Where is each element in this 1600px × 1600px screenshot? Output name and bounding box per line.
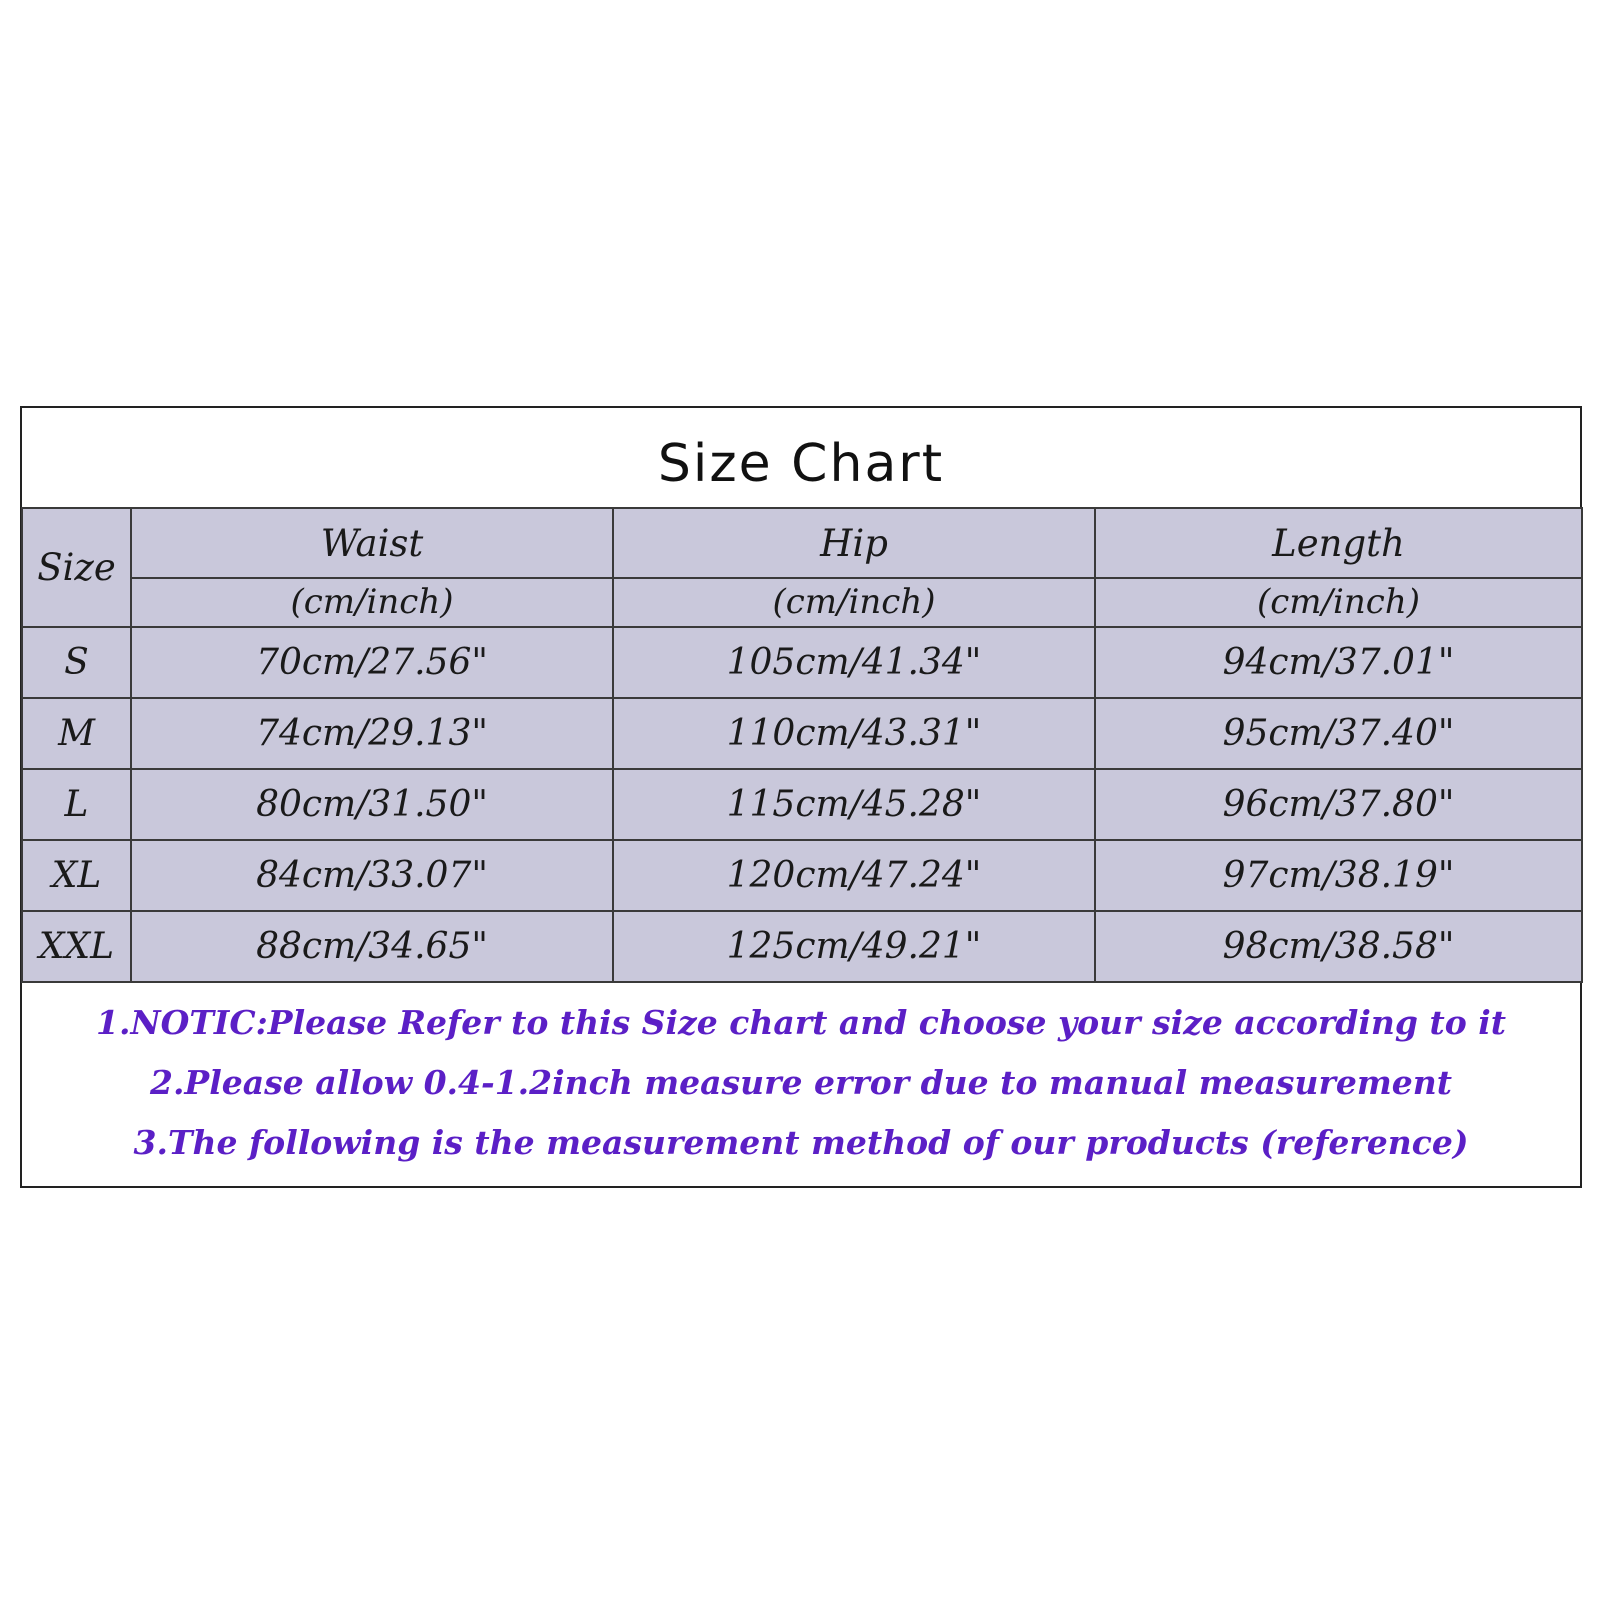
header-length: Length (1095, 508, 1582, 578)
waist-cell: 80cm/31.50" (131, 769, 613, 840)
hip-cell: 125cm/49.21" (613, 911, 1095, 982)
note-line: 3.The following is the measurement method of our products (reference) (133, 1123, 1469, 1162)
table-row (22, 627, 1582, 698)
table-row (22, 769, 1582, 840)
note-line: 1.NOTIC:Please Refer to this Size chart and choose your size according to it (96, 1003, 1506, 1042)
unit-waist: (cm/inch) (131, 578, 613, 627)
hip-cell: 110cm/43.31" (613, 698, 1095, 769)
size-cell: M (22, 698, 131, 769)
length-cell: 98cm/38.58" (1095, 911, 1582, 982)
waist-cell: 88cm/34.65" (131, 911, 613, 982)
waist-cell: 70cm/27.56" (131, 627, 613, 698)
table-row (22, 911, 1582, 982)
hip-cell: 105cm/41.34" (613, 627, 1095, 698)
chart-title: Size Chart (657, 434, 945, 494)
note-line: 2.Please allow 0.4-1.2inch measure error due to manual measurement (149, 1063, 1452, 1102)
length-cell: 96cm/37.80" (1095, 769, 1582, 840)
size-table (21, 507, 1583, 983)
header-hip: Hip (613, 508, 1095, 578)
table-row (22, 840, 1582, 911)
length-cell: 94cm/37.01" (1095, 627, 1582, 698)
length-cell: 95cm/37.40" (1095, 698, 1582, 769)
unit-row (22, 578, 1582, 627)
size-cell: XL (22, 840, 131, 911)
size-chart (20, 406, 1582, 1188)
size-cell: L (22, 769, 131, 840)
table-row (22, 698, 1582, 769)
length-cell: 97cm/38.19" (1095, 840, 1582, 911)
hip-cell: 120cm/47.24" (613, 840, 1095, 911)
hip-cell: 115cm/45.28" (613, 769, 1095, 840)
unit-hip: (cm/inch) (613, 578, 1095, 627)
unit-length: (cm/inch) (1095, 578, 1582, 627)
header-waist: Waist (131, 508, 613, 578)
header-size: Size (22, 508, 131, 627)
notes (22, 993, 1580, 1173)
size-cell: XXL (22, 911, 131, 982)
waist-cell: 74cm/29.13" (131, 698, 613, 769)
size-cell: S (22, 627, 131, 698)
header-row (22, 508, 1582, 578)
waist-cell: 84cm/33.07" (131, 840, 613, 911)
